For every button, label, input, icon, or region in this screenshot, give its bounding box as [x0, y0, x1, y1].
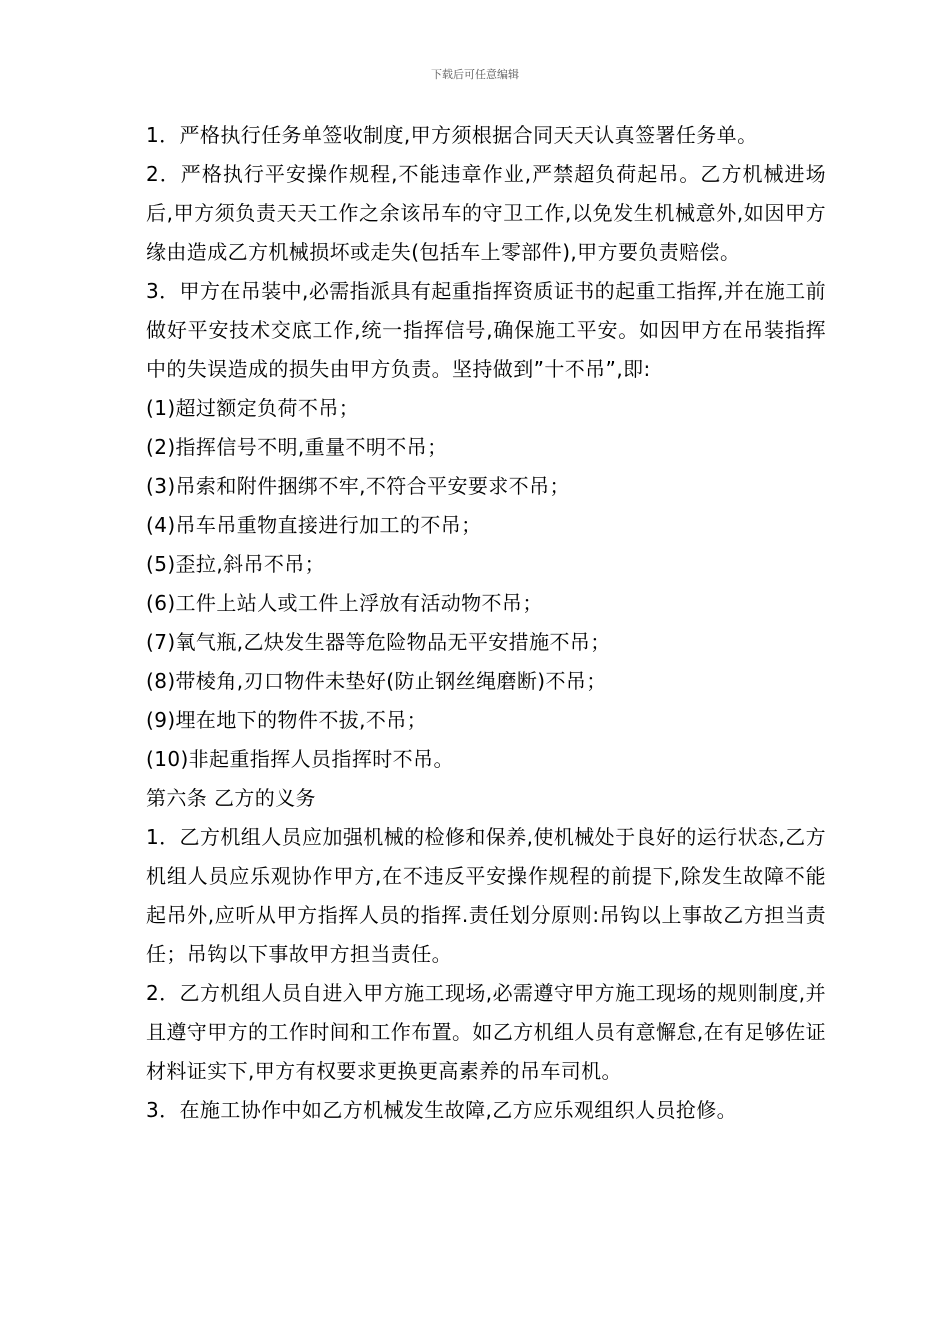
- list-item: (5)歪拉,斜吊不吊；: [146, 552, 326, 576]
- paragraph: 2．严格执行平安操作规程,不能违章作业,严禁超负荷起吊。乙方机械进场后,甲方须负责天天工作之余该吊车的守卫工作,以免发生机械意外,如因甲方缘由造成乙方机械损坏或走失(包括车上零部件),甲方要负责赔偿。: [146, 162, 826, 264]
- list-item: (1)超过额定负荷不吊；: [146, 396, 360, 420]
- list-item: (9)埋在地下的物件不拔,不吊；: [146, 708, 428, 732]
- paragraph: 3．在施工协作中如乙方机械发生故障,乙方应乐观组织人员抢修。: [146, 1098, 738, 1122]
- paragraph: 1．乙方机组人员应加强机械的检修和保养,使机械处于良好的运行状态,乙方机组人员应乐观协作甲方,在不违反平安操作规程的前提下,除发生故障不能起吊外,应听从甲方指挥人员的指挥.责任划分原则:吊钩以上事故乙方担当责任；吊钩以下事故甲方担当责任。: [146, 825, 826, 966]
- list-item: (8)带棱角,刃口物件未垫好(防止钢丝绳磨断)不吊；: [146, 669, 607, 693]
- section-heading: 第六条 乙方的义务: [146, 786, 316, 810]
- document-body: [146, 116, 826, 1130]
- list-item: (10)非起重指挥人员指挥时不吊。: [146, 747, 454, 771]
- list-item: (2)指挥信号不明,重量不明不吊；: [146, 435, 448, 459]
- paragraph: 3．甲方在吊装中,必需指派具有起重指挥资质证书的起重工指挥,并在施工前做好平安技术交底工作,统一指挥信号,确保施工平安。如因甲方在吊装指挥中的失误造成的损失由甲方负责。坚持做到”十不吊”,即:: [146, 279, 826, 381]
- paragraph: 2．乙方机组人员自进入甲方施工现场,必需遵守甲方施工现场的规则制度,并且遵守甲方的工作时间和工作布置。如乙方机组人员有意懈怠,在有足够佐证材料证实下,甲方有权要求更换更高素养的吊车司机。: [146, 981, 826, 1083]
- list-item: (7)氧气瓶,乙炔发生器等危险物品无平安措施不吊；: [146, 630, 611, 654]
- header-note: 下载后可任意编辑: [431, 68, 519, 81]
- paragraph: 1．严格执行任务单签收制度,甲方须根据合同天天认真签署任务单。: [146, 123, 758, 147]
- list-item: (3)吊索和附件捆绑不牢,不符合平安要求不吊；: [146, 474, 570, 498]
- list-item: (4)吊车吊重物直接进行加工的不吊；: [146, 513, 482, 537]
- list-item: (6)工件上站人或工件上浮放有活动物不吊；: [146, 591, 543, 615]
